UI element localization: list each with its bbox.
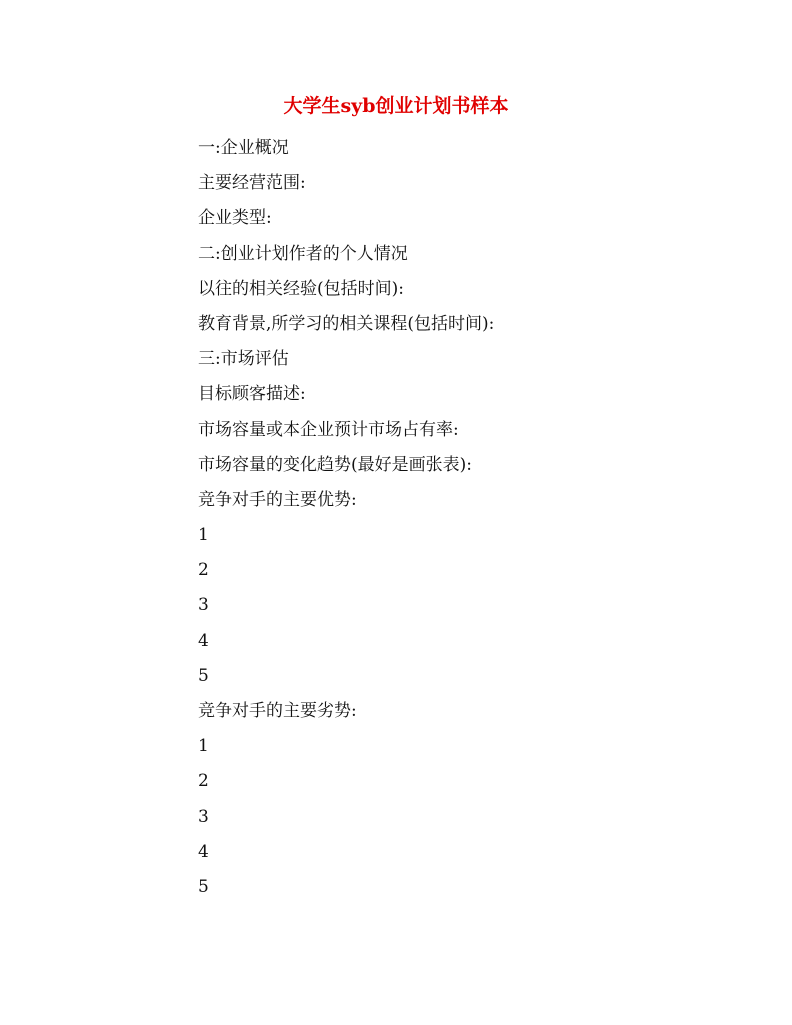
list-item: 3 (198, 806, 209, 827)
field-competitor-strengths: 竞争对手的主要优势: (198, 489, 357, 510)
field-enterprise-type: 企业类型: (198, 208, 272, 229)
list-item: 4 (198, 841, 209, 862)
field-past-experience: 以往的相关经验(包括时间): (198, 278, 404, 299)
list-item: 1 (198, 736, 209, 757)
field-business-scope: 主要经营范围: (198, 173, 306, 194)
list-item: 3 (198, 595, 209, 616)
list-item: 1 (198, 525, 209, 546)
field-competitor-weaknesses: 竞争对手的主要劣势: (198, 701, 357, 721)
section-heading-author: 二:创业计划作者的个人情况 (198, 243, 408, 264)
list-item: 5 (198, 665, 209, 686)
field-education: 教育背景,所学习的相关课程(包括时间): (198, 313, 495, 334)
field-market-share: 市场容量或本企业预计市场占有率: (198, 419, 459, 440)
field-market-trend: 市场容量的变化趋势(最好是画张表): (198, 454, 472, 475)
list-item: 4 (198, 630, 209, 651)
document-title: 大学生syb创业计划书样本 (283, 95, 509, 117)
list-item: 5 (198, 876, 209, 897)
field-target-customers: 目标顾客描述: (198, 384, 306, 405)
document-body (198, 131, 758, 905)
list-item: 2 (198, 560, 209, 581)
list-item: 2 (198, 771, 209, 792)
section-heading-market: 三:市场评估 (198, 349, 289, 370)
section-heading-overview: 一:企业概况 (198, 138, 289, 158)
